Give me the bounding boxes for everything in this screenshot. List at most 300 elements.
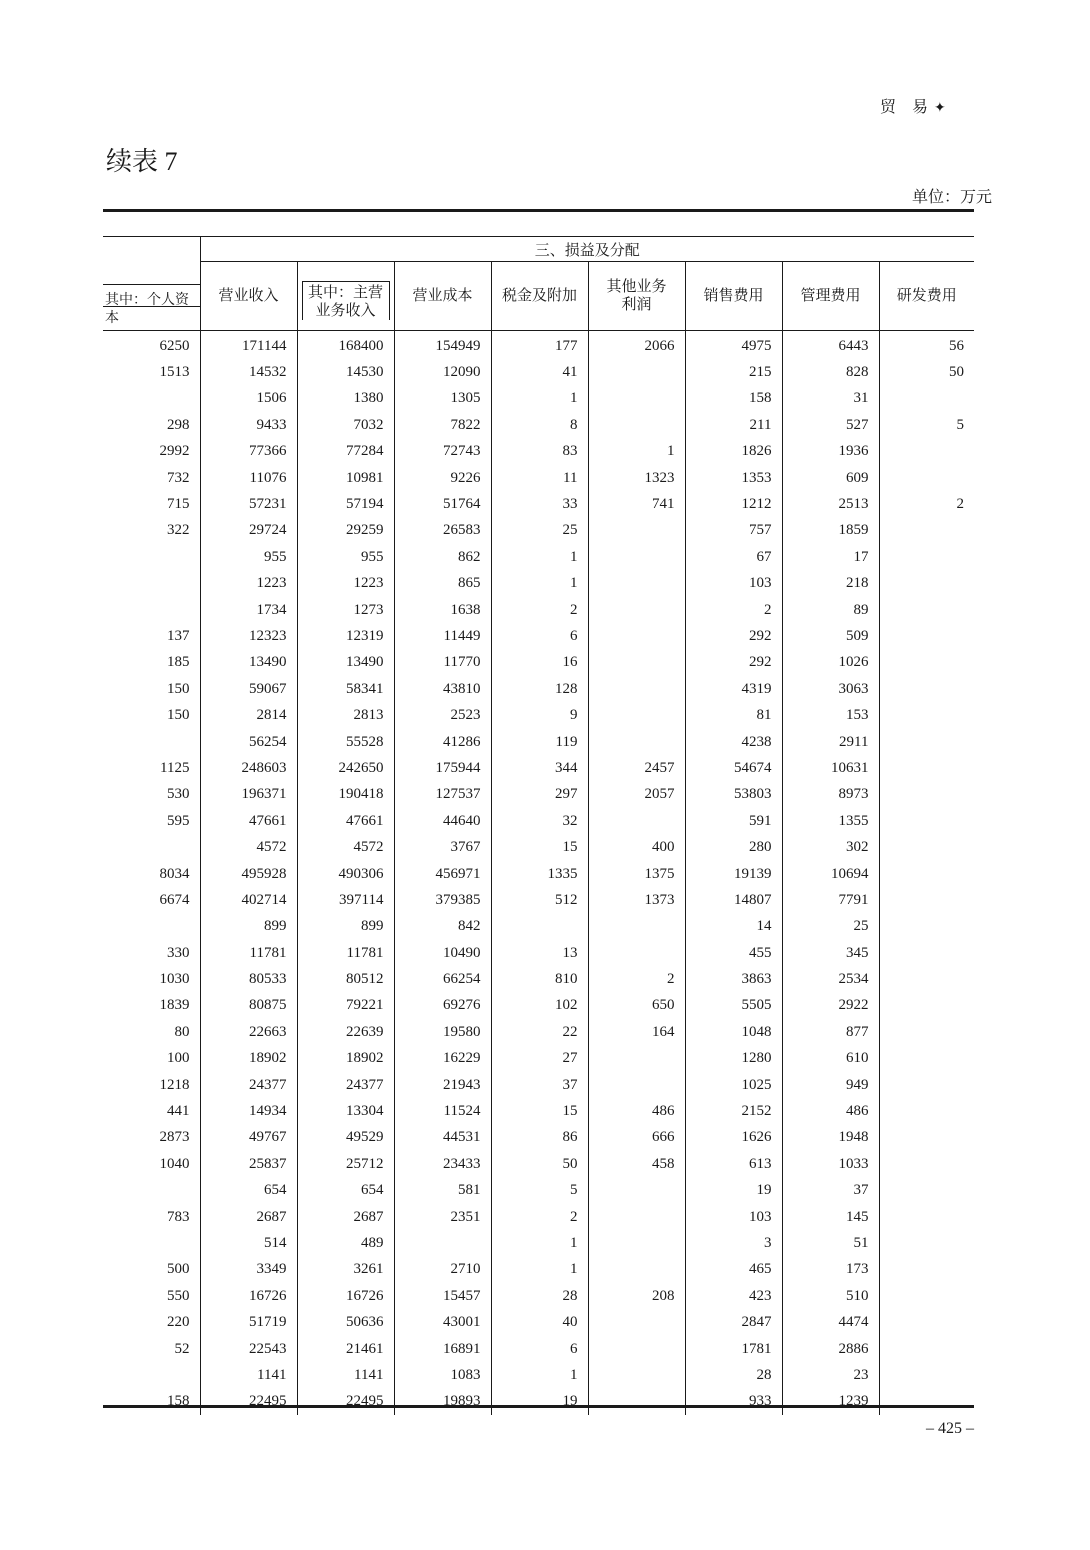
table-cell [879, 571, 974, 597]
table-cell: 715 [167, 496, 190, 513]
table-row [103, 1230, 974, 1256]
unit-label: 单位：万元 [911, 189, 992, 206]
table-cell [103, 1362, 200, 1388]
table-row [103, 702, 974, 728]
table-cell: 16726 [200, 1283, 297, 1309]
table-cell: 49767 [200, 1125, 297, 1151]
table-cell: 1948 [782, 1125, 879, 1151]
table-row [103, 359, 974, 385]
table-cell: 57194 [297, 491, 394, 517]
table-cell: 302 [782, 834, 879, 860]
table-row [103, 1125, 974, 1151]
table-cell: 49529 [297, 1125, 394, 1151]
table-cell: 330 [167, 944, 190, 961]
table-cell [588, 518, 685, 544]
table-cell: 7032 [297, 412, 394, 438]
table-cell [103, 386, 200, 412]
col-header-revenue: 营业收入 [200, 262, 297, 331]
table-cell: 242650 [297, 755, 394, 781]
table-cell: 1380 [297, 386, 394, 412]
table-cell: 72743 [394, 439, 491, 465]
table-cell [879, 386, 974, 412]
table-cell: 1 [491, 386, 588, 412]
table-cell: 51 [782, 1230, 879, 1256]
table-row [103, 729, 974, 755]
table-row [103, 439, 974, 465]
table-cell: 220 [167, 1314, 190, 1331]
table-cell: 486 [782, 1098, 879, 1124]
table-row [103, 571, 974, 597]
table-cell: 171144 [200, 331, 297, 360]
table-cell: 80875 [200, 993, 297, 1019]
table-cell: 530 [167, 786, 190, 803]
table-cell [588, 1257, 685, 1283]
table-cell: 190418 [297, 782, 394, 808]
table-cell [879, 676, 974, 702]
table-cell: 55528 [297, 729, 394, 755]
table-cell: 465 [685, 1257, 782, 1283]
table-cell: 22495 [297, 1389, 394, 1415]
table-cell: 1373 [588, 887, 685, 913]
table-cell: 280 [685, 834, 782, 860]
table-cell: 158 [685, 386, 782, 412]
page-number: – 425 – [926, 1420, 974, 1437]
table-cell [879, 1336, 974, 1362]
table-cell [879, 465, 974, 491]
table-row [103, 386, 974, 412]
table-cell: 949 [782, 1072, 879, 1098]
table-cell [588, 1046, 685, 1072]
table-row [103, 1046, 974, 1072]
table-cell: 1 [491, 1362, 588, 1388]
table-cell [588, 702, 685, 728]
table-cell [588, 1178, 685, 1204]
table-cell: 185 [167, 654, 190, 671]
col-header-cost: 营业成本 [394, 262, 491, 331]
table-cell: 2922 [782, 993, 879, 1019]
table-cell: 458 [588, 1151, 685, 1177]
table-cell: 1083 [394, 1362, 491, 1388]
table-cell: 7791 [782, 887, 879, 913]
table-cell [879, 729, 974, 755]
table-cell [103, 914, 200, 940]
top-rule [103, 211, 974, 237]
table-cell [103, 571, 200, 597]
table-cell: 4572 [297, 834, 394, 860]
table-cell: 86 [491, 1125, 588, 1151]
table-cell [879, 623, 974, 649]
table-cell: 11076 [200, 465, 297, 491]
table-cell: 1781 [685, 1336, 782, 1362]
table-cell: 57231 [200, 491, 297, 517]
table-cell: 6674 [159, 891, 190, 908]
table-body [103, 331, 974, 1416]
table-cell: 32 [491, 808, 588, 834]
table-cell: 54674 [685, 755, 782, 781]
table-cell: 550 [167, 1287, 190, 1304]
table-cell [879, 1046, 974, 1072]
table-title: 续表 7 [106, 147, 178, 176]
table-cell: 173 [782, 1257, 879, 1283]
table-cell: 1 [491, 544, 588, 570]
table-cell: 248603 [200, 755, 297, 781]
table-cell: 211 [685, 412, 782, 438]
table-cell: 56 [879, 331, 974, 360]
table-cell: 175944 [394, 755, 491, 781]
table-cell: 6443 [782, 331, 879, 360]
table-cell: 25712 [297, 1151, 394, 1177]
table-cell [588, 597, 685, 623]
table-cell: 25 [782, 914, 879, 940]
table-cell: 2057 [588, 782, 685, 808]
table-cell: 2847 [685, 1309, 782, 1335]
table-cell: 1223 [200, 571, 297, 597]
table-cell [879, 1098, 974, 1124]
table-cell: 397114 [297, 887, 394, 913]
table-cell: 292 [685, 623, 782, 649]
table-cell: 66254 [394, 966, 491, 992]
table-cell: 4572 [200, 834, 297, 860]
table-cell: 654 [200, 1178, 297, 1204]
col-header-other-profit [588, 262, 685, 331]
table-cell: 22543 [200, 1336, 297, 1362]
table-cell: 1030 [159, 971, 190, 988]
diamond-icon: ✦ [934, 101, 946, 116]
table-cell: 527 [782, 412, 879, 438]
table-cell: 1273 [297, 597, 394, 623]
table-cell [879, 1125, 974, 1151]
table-cell: 29724 [200, 518, 297, 544]
table-row [103, 1336, 974, 1362]
table-cell [588, 808, 685, 834]
table-cell: 495928 [200, 861, 297, 887]
table-cell: 810 [491, 966, 588, 992]
table-cell: 514 [200, 1230, 297, 1256]
table-cell: 215 [685, 359, 782, 385]
table-cell: 613 [685, 1151, 782, 1177]
table-cell [879, 1072, 974, 1098]
table-cell: 80533 [200, 966, 297, 992]
table-cell: 862 [394, 544, 491, 570]
table-cell: 1936 [782, 439, 879, 465]
table-cell: 145 [782, 1204, 879, 1230]
table-row [103, 808, 974, 834]
table-row [103, 1072, 974, 1098]
table-cell [588, 1072, 685, 1098]
table-row [103, 940, 974, 966]
table-row [103, 834, 974, 860]
table-cell [588, 1336, 685, 1362]
table-row [103, 676, 974, 702]
table-cell: 21943 [394, 1072, 491, 1098]
table-cell: 17 [782, 544, 879, 570]
table-row [103, 1098, 974, 1124]
table-cell: 1 [588, 439, 685, 465]
table-cell: 12319 [297, 623, 394, 649]
table-cell: 2066 [588, 331, 685, 360]
table-cell: 150 [167, 707, 190, 724]
table-cell: 490306 [297, 861, 394, 887]
table-cell [879, 861, 974, 887]
table-cell: 8 [491, 412, 588, 438]
table-cell: 509 [782, 623, 879, 649]
table-cell: 154949 [394, 331, 491, 360]
table-cell: 27 [491, 1046, 588, 1072]
table-cell: 456971 [394, 861, 491, 887]
col-header-admin-expense: 管理费用 [782, 262, 879, 331]
table-cell [103, 1230, 200, 1256]
table-cell: 77366 [200, 439, 297, 465]
table-cell [588, 1309, 685, 1335]
table-cell: 21461 [297, 1336, 394, 1362]
table-cell [879, 940, 974, 966]
table-cell: 12090 [394, 359, 491, 385]
table-cell: 10981 [297, 465, 394, 491]
table-cell: 22663 [200, 1019, 297, 1045]
table-cell: 3 [685, 1230, 782, 1256]
table-cell: 28 [491, 1283, 588, 1309]
table-cell [879, 887, 974, 913]
table-cell: 83 [491, 439, 588, 465]
table-row [103, 1178, 974, 1204]
table-cell: 650 [588, 993, 685, 1019]
table-cell: 59067 [200, 676, 297, 702]
table-cell: 1212 [685, 491, 782, 517]
table-cell [879, 544, 974, 570]
table-cell [879, 1204, 974, 1230]
table-cell: 158 [167, 1393, 190, 1410]
table-cell: 13 [491, 940, 588, 966]
table-cell: 842 [394, 914, 491, 940]
bottom-rule [103, 1405, 974, 1408]
table-cell: 3349 [200, 1257, 297, 1283]
table-cell: 2886 [782, 1336, 879, 1362]
table-cell [879, 1283, 974, 1309]
table-cell [103, 544, 200, 570]
table-cell: 102 [491, 993, 588, 1019]
table-cell: 100 [167, 1050, 190, 1067]
table-cell: 2152 [685, 1098, 782, 1124]
table-cell [588, 1230, 685, 1256]
table-cell: 89 [782, 597, 879, 623]
table-cell: 9433 [200, 412, 297, 438]
table-cell: 7822 [394, 412, 491, 438]
table-cell: 2813 [297, 702, 394, 728]
table-cell: 50 [491, 1151, 588, 1177]
table-cell: 899 [297, 914, 394, 940]
table-cell [879, 1309, 974, 1335]
table-cell: 10694 [782, 861, 879, 887]
table-cell: 2513 [782, 491, 879, 517]
table-cell: 43810 [394, 676, 491, 702]
table-cell: 11449 [394, 623, 491, 649]
table-cell [879, 993, 974, 1019]
table-cell: 15 [491, 1098, 588, 1124]
table-row [103, 412, 974, 438]
table-cell: 3063 [782, 676, 879, 702]
table-cell: 292 [685, 650, 782, 676]
table-cell: 9226 [394, 465, 491, 491]
table-cell: 103 [685, 1204, 782, 1230]
table-row [103, 597, 974, 623]
table-cell [588, 940, 685, 966]
table-cell [879, 439, 974, 465]
table-row [103, 544, 974, 570]
table-cell: 19 [685, 1178, 782, 1204]
table-cell: 11781 [297, 940, 394, 966]
table-cell: 80512 [297, 966, 394, 992]
column-header-row [103, 262, 974, 331]
table-cell: 14530 [297, 359, 394, 385]
table-row [103, 623, 974, 649]
table-cell [879, 1230, 974, 1256]
table-row [103, 1019, 974, 1045]
table-cell: 1026 [782, 650, 879, 676]
table-cell: 29259 [297, 518, 394, 544]
table-cell: 24377 [297, 1072, 394, 1098]
col-header-sales-expense: 销售费用 [685, 262, 782, 331]
table-cell: 128 [491, 676, 588, 702]
table-cell: 25837 [200, 1151, 297, 1177]
table-cell [588, 359, 685, 385]
table-cell: 1305 [394, 386, 491, 412]
table-cell: 2873 [159, 1129, 190, 1146]
table-cell: 43001 [394, 1309, 491, 1335]
table-cell: 16726 [297, 1283, 394, 1309]
table-cell: 2 [879, 491, 974, 517]
table-cell: 757 [685, 518, 782, 544]
table-row [103, 465, 974, 491]
table-cell: 741 [588, 491, 685, 517]
table-cell [879, 518, 974, 544]
table-cell: 137 [167, 627, 190, 644]
table-row [103, 966, 974, 992]
table-cell: 5 [491, 1178, 588, 1204]
table-cell: 865 [394, 571, 491, 597]
table-cell: 2 [685, 597, 782, 623]
table-cell [103, 729, 200, 755]
table-cell: 164 [588, 1019, 685, 1045]
table-cell: 1141 [200, 1362, 297, 1388]
table-cell: 5 [879, 412, 974, 438]
table-cell: 14532 [200, 359, 297, 385]
table-cell: 11770 [394, 650, 491, 676]
table-cell: 26583 [394, 518, 491, 544]
table-cell: 2523 [394, 702, 491, 728]
table-cell: 2710 [394, 1257, 491, 1283]
table-cell: 50 [879, 359, 974, 385]
table-cell [588, 650, 685, 676]
table-cell: 1323 [588, 465, 685, 491]
table-cell: 53803 [685, 782, 782, 808]
table-cell: 828 [782, 359, 879, 385]
table-cell: 19893 [394, 1389, 491, 1415]
table-row [103, 331, 974, 360]
table-cell: 1125 [160, 759, 190, 776]
table-cell: 1033 [782, 1151, 879, 1177]
statistics-table [103, 209, 974, 1415]
table-cell: 15457 [394, 1283, 491, 1309]
table-cell: 12323 [200, 623, 297, 649]
table-cell: 423 [685, 1283, 782, 1309]
table-cell: 297 [491, 782, 588, 808]
table-cell: 345 [782, 940, 879, 966]
table-cell: 58341 [297, 676, 394, 702]
table-cell: 208 [588, 1283, 685, 1309]
table-cell [588, 571, 685, 597]
table-cell: 44640 [394, 808, 491, 834]
table-cell: 2814 [200, 702, 297, 728]
table-cell: 1826 [685, 439, 782, 465]
table-cell: 10490 [394, 940, 491, 966]
table-cell: 14 [685, 914, 782, 940]
table-cell: 2534 [782, 966, 879, 992]
table-cell: 11524 [394, 1098, 491, 1124]
table-cell: 67 [685, 544, 782, 570]
table-cell: 500 [167, 1261, 190, 1278]
table-cell [879, 650, 974, 676]
table-cell [588, 386, 685, 412]
table-cell: 4238 [685, 729, 782, 755]
table-cell: 19580 [394, 1019, 491, 1045]
table-cell: 899 [200, 914, 297, 940]
table-cell: 1734 [200, 597, 297, 623]
table-cell: 933 [685, 1389, 782, 1415]
table-cell: 1513 [159, 364, 190, 381]
table-cell: 47661 [297, 808, 394, 834]
table-row [103, 1362, 974, 1388]
table-cell: 6 [491, 623, 588, 649]
table-cell: 79221 [297, 993, 394, 1019]
table-row [103, 491, 974, 517]
statistics-table-wrap [103, 209, 974, 1415]
table-cell: 2992 [159, 443, 190, 460]
table-cell [879, 782, 974, 808]
table-row [103, 1204, 974, 1230]
table-cell: 127537 [394, 782, 491, 808]
table-cell: 6250 [159, 337, 190, 354]
table-cell: 783 [167, 1208, 190, 1225]
table-cell [588, 914, 685, 940]
table-cell: 8973 [782, 782, 879, 808]
table-cell: 955 [297, 544, 394, 570]
table-cell: 13490 [200, 650, 297, 676]
table-row [103, 887, 974, 913]
table-cell: 80 [174, 1023, 190, 1040]
table-cell [879, 1362, 974, 1388]
table-cell [103, 1178, 200, 1204]
table-cell: 1335 [491, 861, 588, 887]
table-cell: 1375 [588, 861, 685, 887]
table-cell: 18902 [200, 1046, 297, 1072]
table-cell: 1280 [685, 1046, 782, 1072]
table-cell: 218 [782, 571, 879, 597]
table-cell: 52 [174, 1340, 190, 1357]
table-row [103, 914, 974, 940]
table-cell: 11781 [200, 940, 297, 966]
table-cell: 22 [491, 1019, 588, 1045]
table-cell: 16891 [394, 1336, 491, 1362]
table-cell [588, 412, 685, 438]
table-cell: 455 [685, 940, 782, 966]
table-cell: 591 [685, 808, 782, 834]
table-cell: 1239 [782, 1389, 879, 1415]
table-cell: 3261 [297, 1257, 394, 1283]
table-cell: 1048 [685, 1019, 782, 1045]
table-cell [588, 1204, 685, 1230]
table-cell [588, 623, 685, 649]
table-cell: 25 [491, 518, 588, 544]
